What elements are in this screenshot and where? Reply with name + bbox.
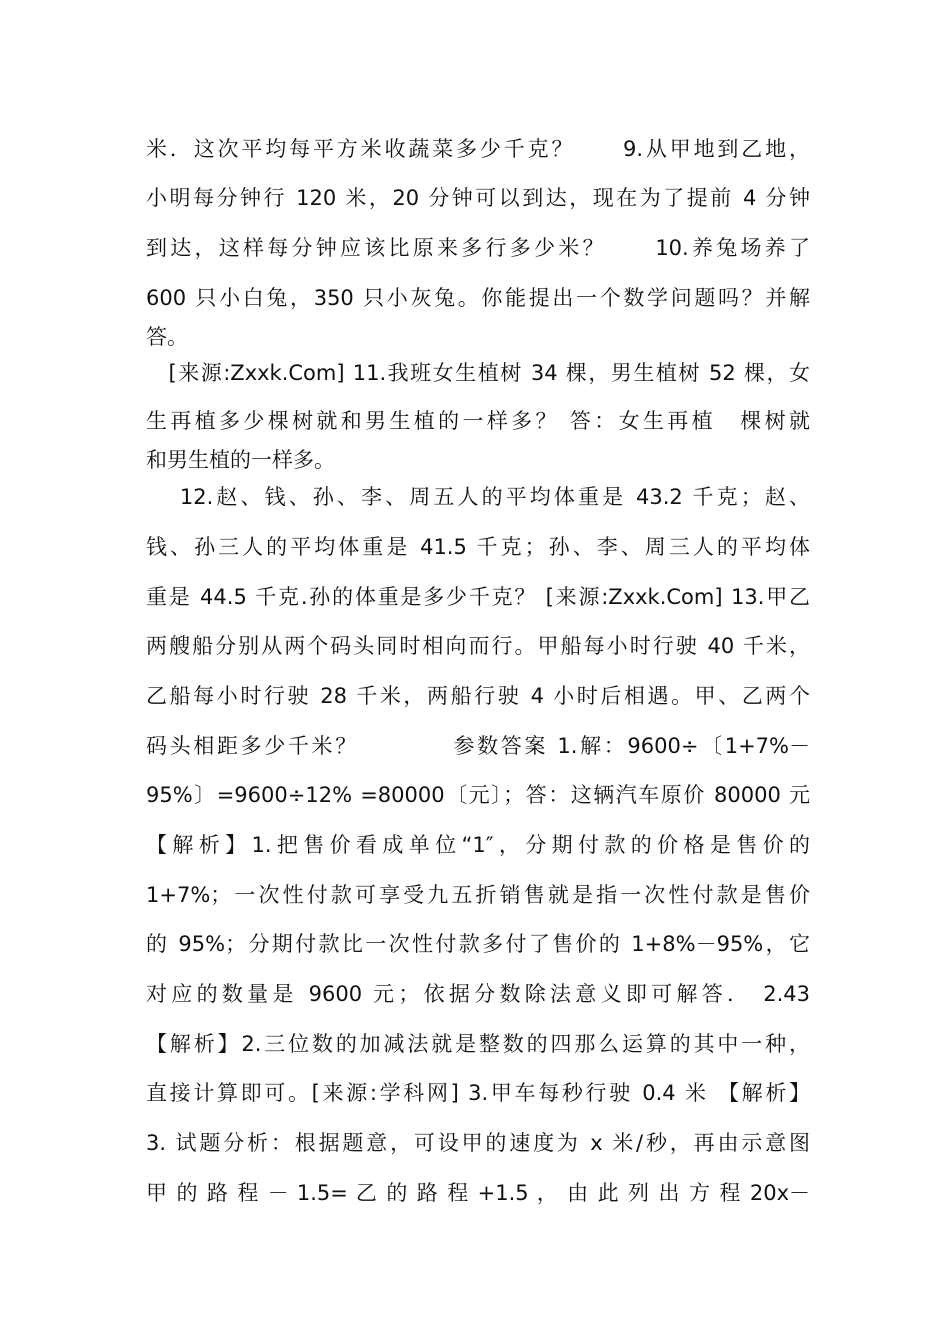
text-line-13: 乙船每小时行驶 28 千米，两船行驶 4 小时后相遇。甲、乙两个 [146, 684, 810, 708]
text-line-21: 直接计算即可。[来源:学科网] 3.甲车每秒行驶 0.4 米 【解析】 [146, 1081, 810, 1105]
text-line-16: 【解析】1.把售价看成单位“1″，分期付款的价格是售价的 [146, 833, 810, 857]
text-line-9: 12.赵、钱、孙、李、周五人的平均体重是 43.2 千克；赵、 [146, 485, 810, 509]
text-line-15: 95%〕=9600÷12% =80000〔元〕；答：这辆汽车原价 80000 元 [146, 783, 810, 807]
text-line-3: 到达，这样每分钟应该比原来多行多少米？ 10.养兔场养了 [146, 236, 810, 260]
text-line-5: 答。 [146, 325, 188, 349]
text-line-4: 600 只小白兔，350 只小灰兔。你能提出一个数学问题吗？并解 [146, 286, 810, 310]
text-line-18: 的 95%；分期付款比一次性付款多付了售价的 1+8%－95%，它 [146, 932, 810, 956]
text-line-11: 重是 44.5 千克.孙的体重是多少千克？ [来源:Zxxk.Com] 13.甲乙 [146, 585, 810, 609]
text-line-22: 3. 试题分析：根据题意，可设甲的速度为 x 米/秒，再由示意图 [146, 1131, 810, 1155]
text-line-6: [来源:Zxxk.Com] 11.我班女生植树 34 棵，男生植树 52 棵，女 [146, 361, 810, 385]
text-line-20: 【解析】2.三位数的加减法就是整数的四那么运算的其中一种， [146, 1032, 810, 1056]
text-line-23: 甲 的 路 程 － 1.5= 乙 的 路 程 +1.5 ， 由 此 列 出 方 程 20x－ [146, 1181, 810, 1205]
text-line-12: 两艘船分别从两个码头同时相向而行。甲船每小时行驶 40 千米， [146, 634, 810, 658]
text-line-10: 钱、孙三人的平均体重是 41.5 千克；孙、李、周三人的平均体 [146, 535, 810, 559]
text-line-7: 生再植多少棵树就和男生植的一样多？ 答：女生再植 棵树就 [146, 409, 810, 433]
text-line-19: 对应的数量是 9600 元；依据分数除法意义即可解答． 2.43 [146, 982, 810, 1006]
text-line-14: 码头相距多少千米？ 参数答案 1.解：9600÷〔1+7%－ [146, 734, 810, 758]
text-line-17: 1+7%；一次性付款可享受九五折销售就是指一次性付款是售价 [146, 883, 810, 907]
text-line-8: 和男生植的一样多。 [146, 448, 335, 472]
text-line-2: 小明每分钟行 120 米，20 分钟可以到达，现在为了提前 4 分钟 [146, 186, 810, 210]
text-line-1: 米．这次平均每平方米收蔬菜多少千克？ 9.从甲地到乙地， [146, 137, 810, 161]
